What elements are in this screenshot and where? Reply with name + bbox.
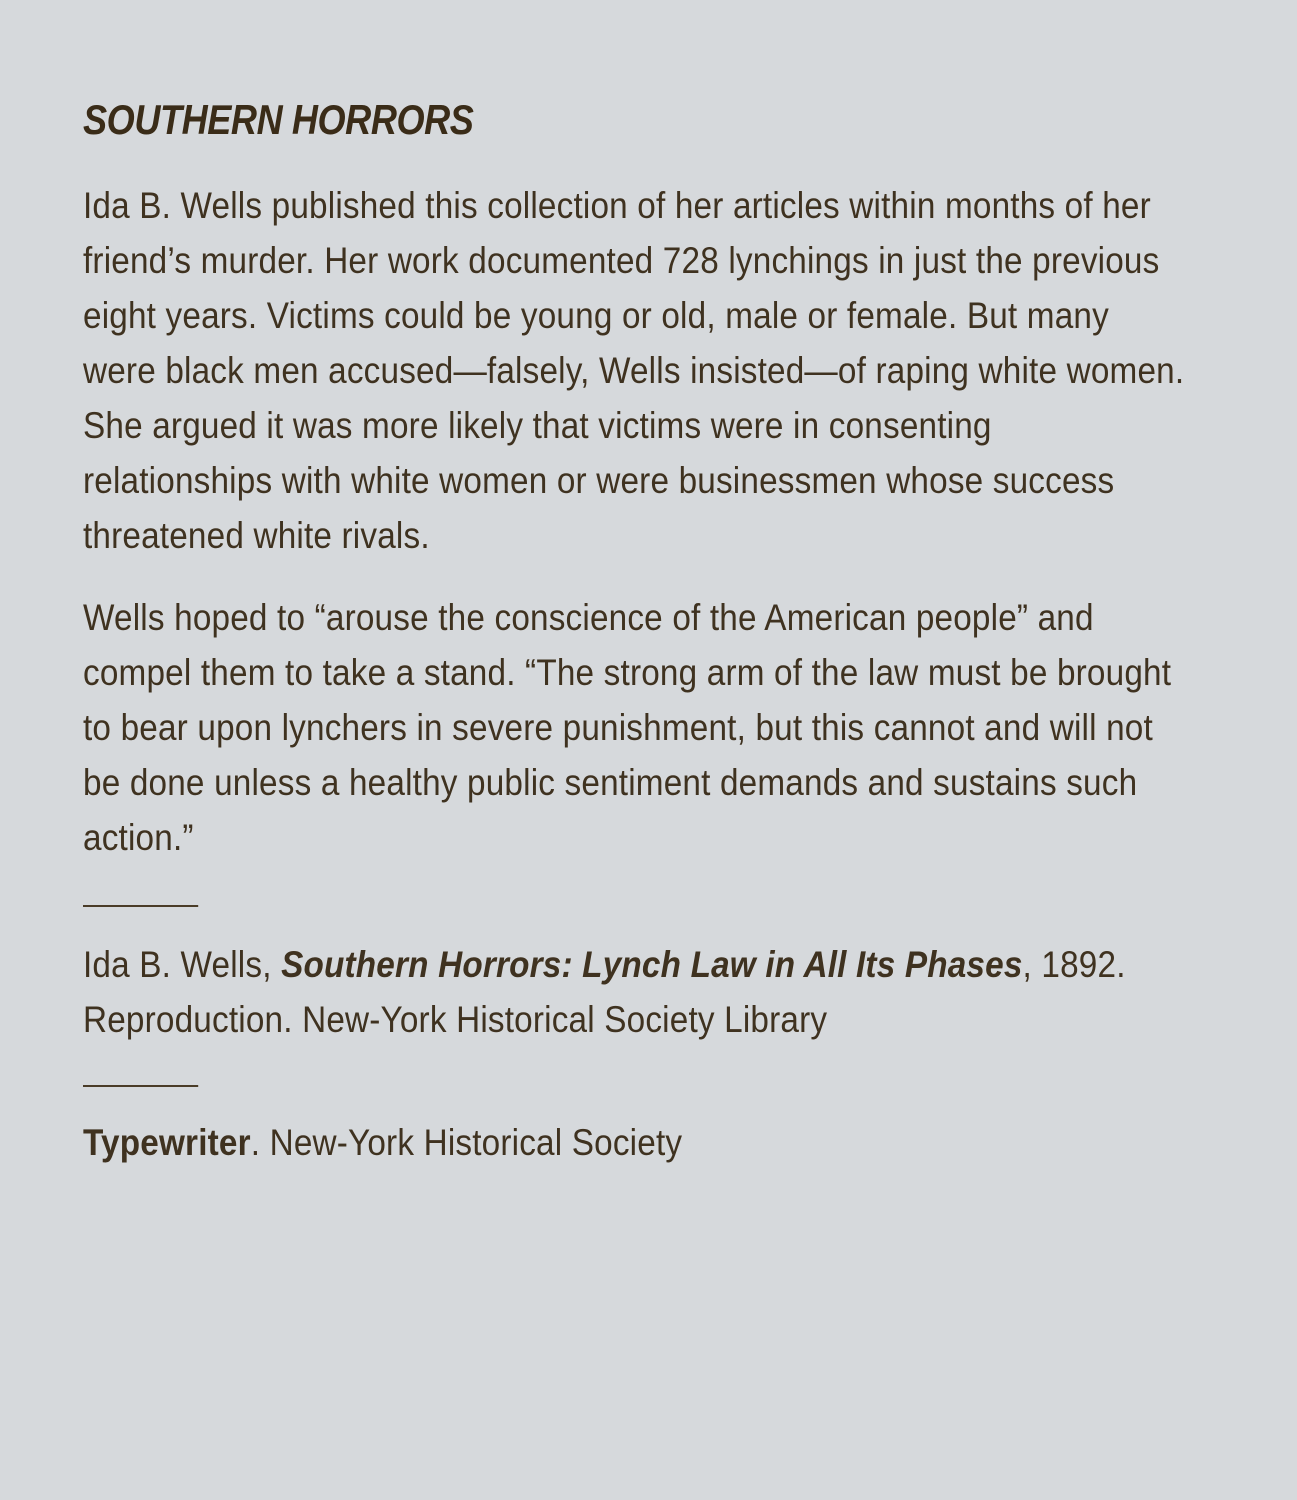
credit-details: , 1892. Reproduction. New-York Historical Society Library [83, 944, 1126, 1040]
label-body [83, 178, 1190, 1170]
divider [83, 1085, 198, 1087]
object-details: . New-York Historical Society [250, 1122, 683, 1163]
document-credit [83, 937, 1190, 1047]
label-paragraph: Ida B. Wells published this collection of her articles within months of her friend’s murder. Her work documented 728 lynchings in just the previous eight years. Victims could be young or old, male or female. But many were black men accused—falsely, Wells insisted—of raping white women. She argued it was more likely that victims were in consenting relationships with white women or were businessmen whose success threatened white rivals. [83, 185, 1185, 556]
label-paragraph: Wells hoped to “arouse the conscience of the American people” and compel them to take a stand. “The strong arm of the law must be brought to bear upon lynchers in severe punishment, but this cannot and will not be done unless a healthy public sentiment demands and sustains such action.” [83, 597, 1172, 858]
credit-author: Ida B. Wells, [83, 944, 282, 985]
credit-work-title: Southern Horrors: Lynch Law in All Its Phases [281, 944, 1023, 985]
exhibit-label [83, 92, 1193, 1170]
label-title: SOUTHERN HORRORS [83, 96, 474, 143]
object-credit [83, 1115, 1190, 1170]
object-name: Typewriter [83, 1122, 251, 1163]
divider [83, 905, 198, 907]
